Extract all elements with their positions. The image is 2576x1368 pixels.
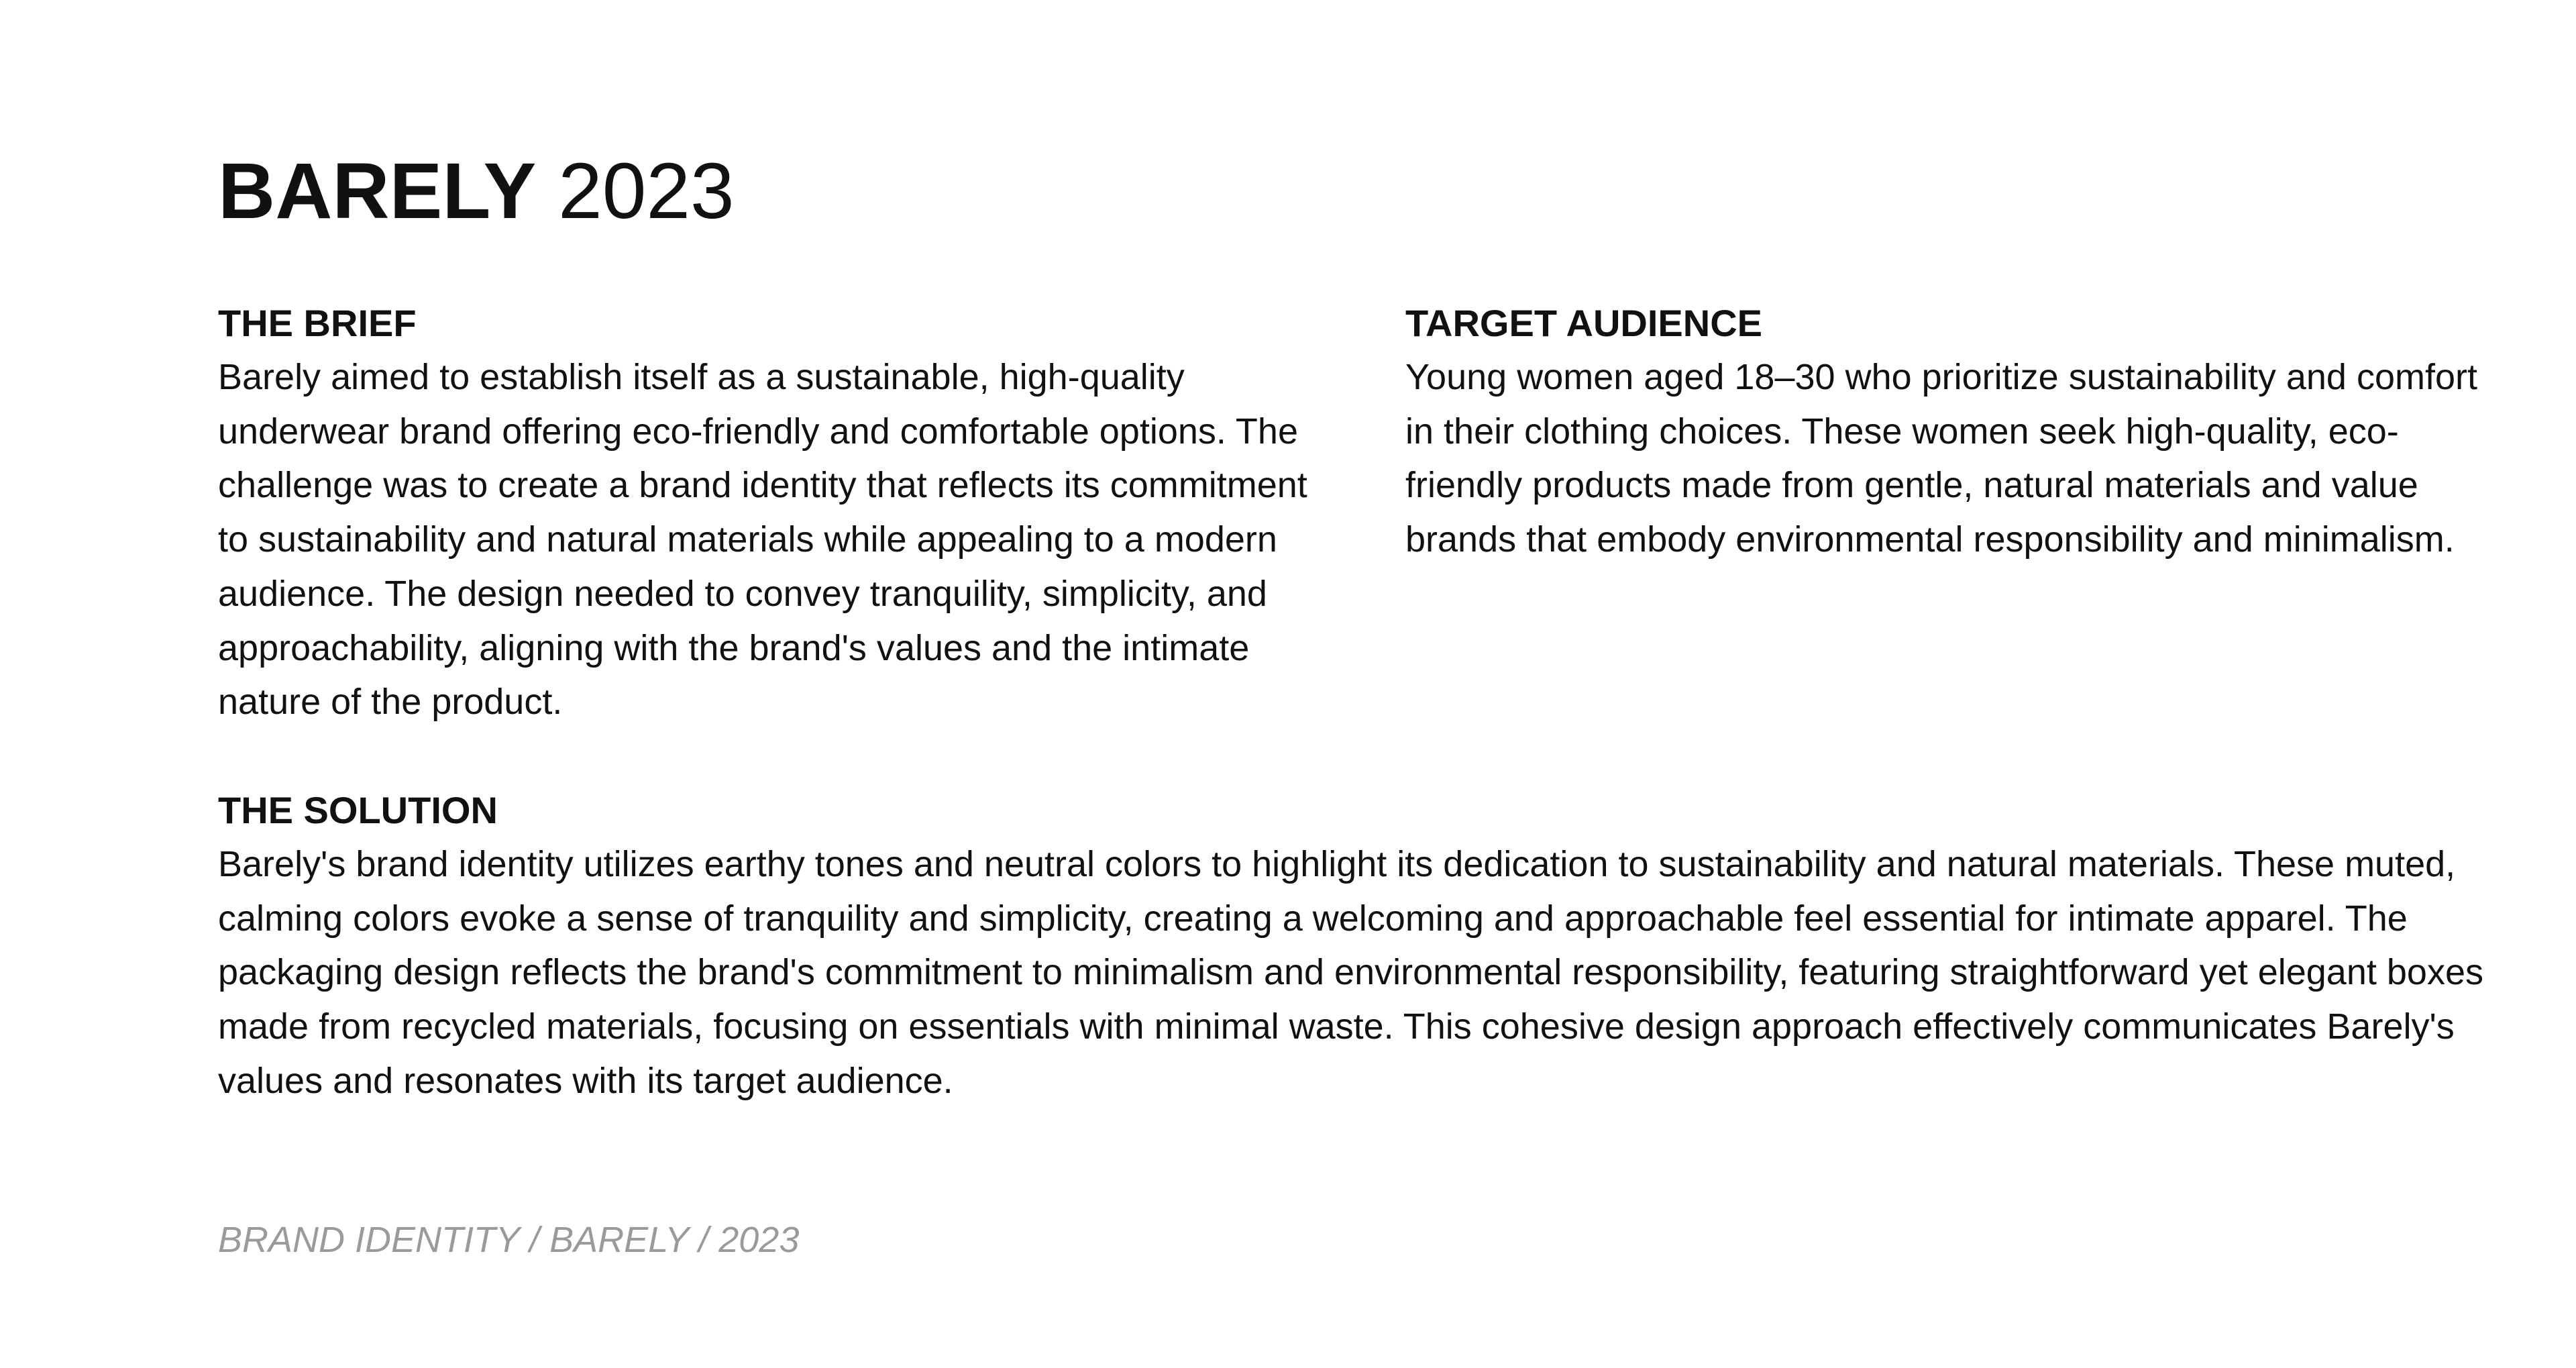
target-audience-heading: TARGET AUDIENCE (1405, 302, 1762, 344)
brief-body: Barely aimed to establish itself as a sustainable, high-quality underwear brand offering eco-friendly and comfortable options. The challenge was to create a brand identity that reflects its commitment to sustainability and natural materials while appealing to a modern audience. The design needed to convey tranquility, simplicity, and approachability, aligning with the brand's values and the intimate nature of the product. (218, 357, 1307, 723)
solution-heading: THE SOLUTION (218, 789, 498, 831)
footer-caption: BRAND IDENTITY / BARELY / 2023 (218, 1220, 800, 1260)
target-audience-section (1405, 297, 2506, 567)
project-year: 2023 (558, 147, 735, 235)
brand-name: BARELY (218, 147, 537, 235)
page-title (218, 144, 735, 238)
target-audience-body: Young women aged 18–30 who prioritize sustainability and comfort in their clothing choices. These women seek high-quality, eco-friendly products made from gentle, natural materials and value brands that embody environmental responsibility and minimalism. (1405, 357, 2477, 560)
solution-body: Barely's brand identity utilizes earthy tones and neutral colors to highlight its dedication to sustainability and natural materials. These muted, calming colors evoke a sense of tranquility and simplicity, creating a welcoming and approachable feel essential for intimate apparel. The packaging design reflects the brand's commitment to minimalism and environmental responsibility, featuring straightforward yet elegant boxes made from recycled materials, focusing on essentials with minimal waste. This cohesive design approach effectively communicates Barely's values and resonates with its target audience. (218, 844, 2483, 1101)
brief-section (218, 297, 1332, 729)
case-study-page (218, 0, 2499, 1368)
brief-heading: THE BRIEF (218, 302, 417, 344)
solution-section (218, 784, 2499, 1108)
